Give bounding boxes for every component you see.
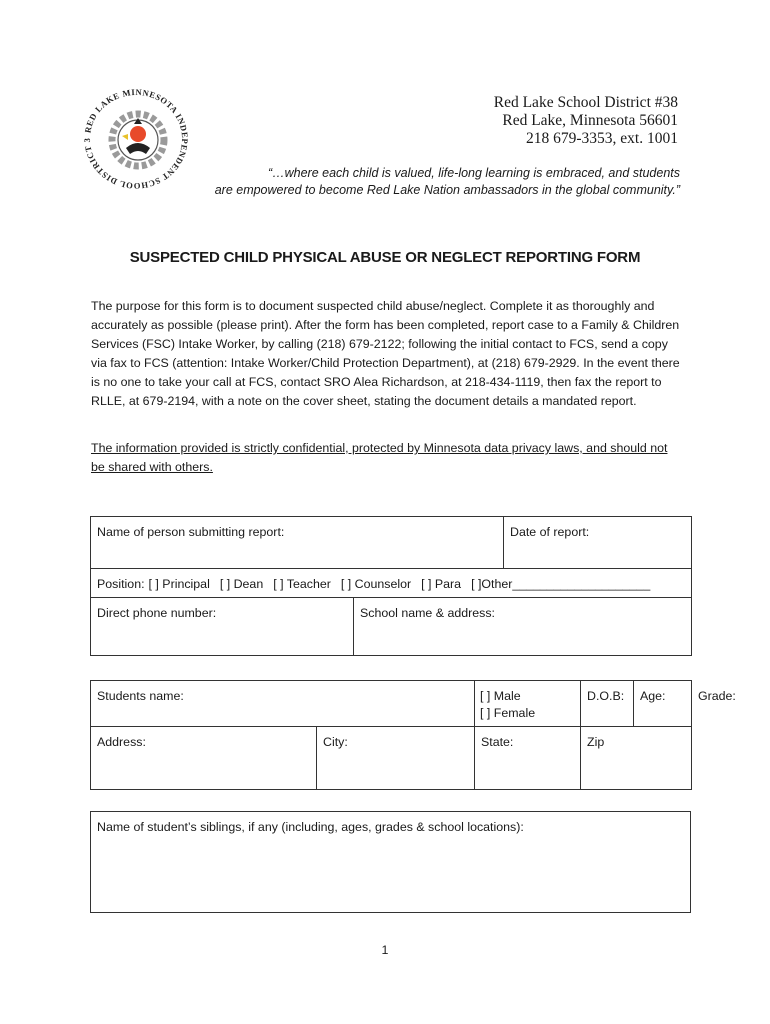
position-other-checkbox[interactable]: [ ]Other____________________ — [471, 577, 651, 591]
reporter-name-field[interactable] — [91, 517, 504, 569]
district-phone: 218 679-3353, ext. 1001 — [526, 130, 678, 147]
student-city-label: City: — [323, 735, 348, 749]
siblings-table — [90, 811, 691, 913]
reporter-name-label: Name of person submitting report: — [97, 525, 285, 539]
district-city: Red Lake, Minnesota 56601 — [502, 112, 678, 129]
page-number: 1 — [381, 943, 389, 957]
position-counselor-checkbox[interactable]: [ ] Counselor — [340, 577, 412, 591]
form-title: SUSPECTED CHILD PHYSICAL ABUSE OR NEGLECT REPORTING FORM — [129, 249, 641, 266]
student-city-field[interactable] — [317, 727, 475, 790]
position-label: Position: — [97, 577, 145, 591]
gender-male-checkbox[interactable]: [ ] Male — [480, 689, 521, 703]
siblings-field[interactable] — [91, 812, 691, 913]
report-date-label: Date of report: — [510, 525, 590, 539]
seal-text: RED LAKE MINNESOTA INDEPENDENT SCHOOL DISTRICT 3 — [81, 86, 191, 192]
phone-number-field[interactable] — [91, 598, 354, 656]
student-gender-field — [475, 681, 581, 727]
age-label: Age: — [640, 689, 666, 703]
position-teacher-checkbox[interactable]: [ ] Teacher — [273, 577, 331, 591]
student-address-label: Address: — [97, 735, 146, 749]
student-address-field[interactable] — [91, 727, 317, 790]
confidentiality-notice: The information provided is strictly confidential, protected by Minnesota data privacy laws, and should not be shared with others. — [91, 441, 668, 474]
school-address-label: School name & address: — [360, 606, 495, 620]
student-info-table — [90, 680, 736, 790]
motto-line-2: are empowered to become Red Lake Nation ambassadors in the global community.” — [214, 183, 680, 197]
gender-female-checkbox[interactable]: [ ] Female — [480, 706, 536, 720]
dob-label: D.O.B: — [587, 689, 625, 703]
district-name: Red Lake School District #38 — [493, 94, 678, 111]
mission-motto — [160, 165, 680, 199]
student-zip-field[interactable] — [581, 727, 692, 790]
school-address-field[interactable] — [354, 598, 692, 656]
position-para-checkbox[interactable]: [ ] Para — [421, 577, 462, 591]
report-date-field[interactable] — [504, 517, 692, 569]
phone-number-label: Direct phone number: — [97, 606, 217, 620]
purpose-paragraph: The purpose for this form is to document suspected child abuse/neglect. Complete it as thoroughly and accurately as possible (please print). After the form has been completed, report case to a Family & Children Services (FSC) Intake Worker, by calling (218) 679-2122; following the initial contact to FCS, send a copy via fax to FCS (attention: Intake Worker/Child Protection Department), at (218) 679-2929. In the event there is no one to take your call at FCS, contact SRO Alea Richardson, at 218-434-1119, then fax the report to RLLE, at 679-2194, with a note on the cover sheet, stating the document details a mandated report. — [91, 299, 680, 408]
student-name-field[interactable] — [91, 681, 475, 727]
dob-field[interactable] — [581, 681, 634, 727]
student-state-field[interactable] — [475, 727, 581, 790]
age-field[interactable] — [634, 681, 692, 727]
position-dean-checkbox[interactable]: [ ] Dean — [219, 577, 264, 591]
siblings-label: Name of student’s siblings, if any (including, ages, grades & school locations): — [97, 820, 524, 834]
motto-line-1: “…where each child is valued, life-long learning is embraced, and students — [267, 166, 680, 180]
position-row — [91, 569, 692, 598]
grade-label: Grade: — [698, 689, 736, 703]
letterhead — [494, 94, 678, 148]
student-name-label: Students name: — [97, 689, 184, 703]
student-zip-label: Zip — [587, 735, 605, 749]
position-principal-checkbox[interactable]: [ ] Principal — [148, 577, 210, 591]
student-state-label: State: — [481, 735, 514, 749]
reporter-info-table — [90, 516, 692, 656]
